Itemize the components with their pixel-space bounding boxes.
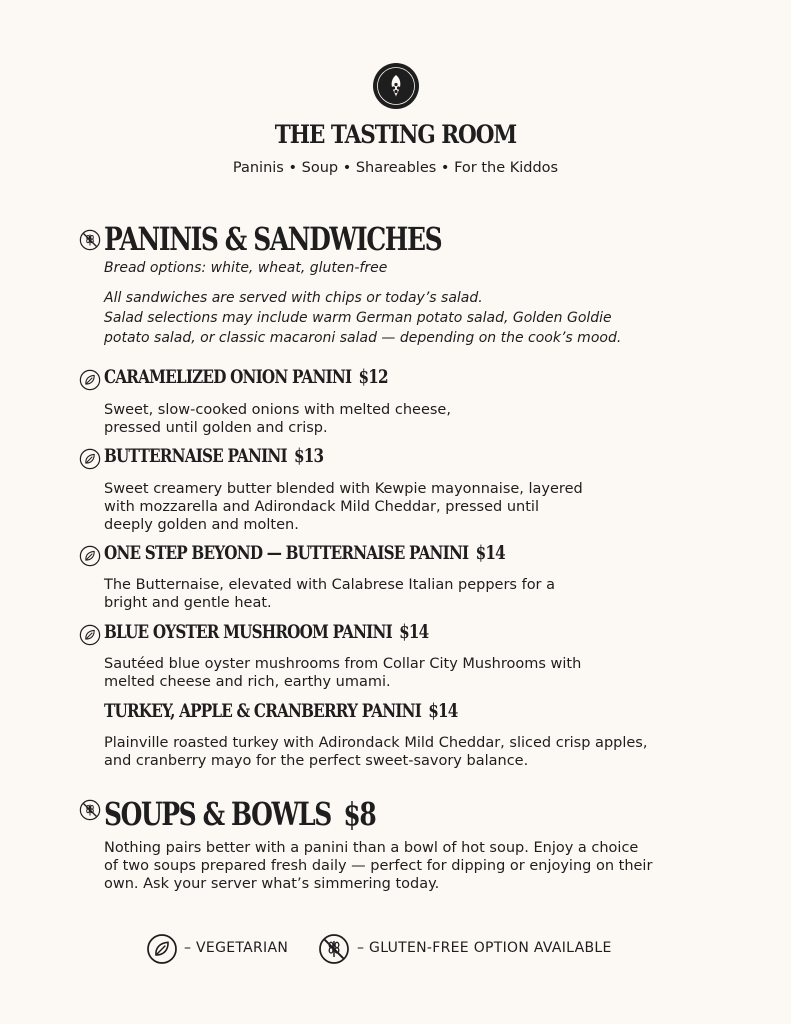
gluten-free-icon: [79, 229, 101, 251]
menu-item-desc: Sweet, slow-cooked onions with melted cheese,: [104, 402, 451, 418]
menu-item-price: $13: [293, 445, 324, 467]
menu-item-desc: melted cheese and rich, earthy umami.: [104, 674, 391, 690]
section-heading-text: SOUPS & BOWLS: [104, 795, 331, 833]
menu-item-desc: with mozzarella and Adirondack Mild Cheddar, pressed until: [104, 499, 539, 515]
soups-desc: of two soups prepared fresh daily — perfect for dipping or enjoying on their: [104, 858, 653, 874]
vegetarian-icon: [79, 624, 101, 646]
vegetarian-icon: [79, 545, 101, 567]
brand-logo: [372, 62, 420, 110]
menu-item-desc: The Butternaise, elevated with Calabrese Italian peppers for a: [104, 577, 556, 593]
menu-item-desc: deeply golden and molten.: [104, 517, 299, 533]
menu-item-desc: Sautéed blue oyster mushrooms from Collar City Mushrooms with: [104, 656, 582, 672]
menu-item-title: [104, 542, 505, 564]
menu-item-desc: bright and gentle heat.: [104, 595, 272, 611]
bread-options-note: Bread options: white, wheat, gluten-free: [104, 260, 388, 276]
menu-item-price: $12: [358, 366, 388, 388]
legend-gluten-free: – GLUTEN-FREE OPTION AVAILABLE: [357, 940, 612, 956]
page-title: THE TASTING ROOM: [274, 120, 517, 149]
menu-item-title: [104, 366, 388, 388]
menu-item-desc: and cranberry mayo for the perfect sweet-savory balance.: [104, 753, 529, 769]
gluten-free-icon: [79, 799, 101, 821]
legend-vegetarian: – VEGETARIAN: [184, 940, 289, 956]
menu-item-name: TURKEY, APPLE & CRANBERRY PANINI: [104, 700, 422, 722]
menu-item-title: [104, 621, 428, 643]
menu-item-desc: Plainville roasted turkey with Adirondack Mild Cheddar, sliced crisp apples,: [104, 735, 648, 751]
section-heading-soups: [104, 795, 375, 833]
logo-badge-icon: [372, 62, 420, 110]
menu-item-title: [104, 700, 458, 722]
vegetarian-icon: [79, 448, 101, 470]
menu-item-title: [104, 445, 323, 467]
menu-item-name: BUTTERNAISE PANINI: [104, 445, 287, 467]
sides-note-line: All sandwiches are served with chips or today’s salad.: [104, 290, 483, 306]
menu-item-price: $14: [475, 542, 505, 564]
soups-desc: Nothing pairs better with a panini than a bowl of hot soup. Enjoy a choice: [104, 840, 639, 856]
section-price: $8: [343, 795, 376, 833]
page-subtitle: Paninis • Soup • Shareables • For the Kiddos: [232, 160, 559, 176]
menu-item-desc: pressed until golden and crisp.: [104, 420, 328, 436]
menu-item-desc: Sweet creamery butter blended with Kewpie mayonnaise, layered: [104, 481, 583, 497]
sides-note-line: potato salad, or classic macaroni salad — depending on the cook’s mood.: [104, 330, 622, 346]
menu-item-name: ONE STEP BEYOND — BUTTERNAISE PANINI: [104, 542, 469, 564]
gluten-free-icon: [318, 933, 350, 965]
sides-note-line: Salad selections may include warm German potato salad, Golden Goldie: [104, 310, 612, 326]
menu-item-name: BLUE OYSTER MUSHROOM PANINI: [104, 621, 392, 643]
vegetarian-icon: [79, 369, 101, 391]
vegetarian-icon: [146, 933, 178, 965]
menu-item-price: $14: [428, 700, 458, 722]
soups-desc: own. Ask your server what’s simmering today.: [104, 876, 440, 892]
section-heading-paninis: PANINIS & SANDWICHES: [104, 220, 442, 258]
menu-item-price: $14: [399, 621, 429, 643]
menu-item-name: CARAMELIZED ONION PANINI: [104, 366, 352, 388]
